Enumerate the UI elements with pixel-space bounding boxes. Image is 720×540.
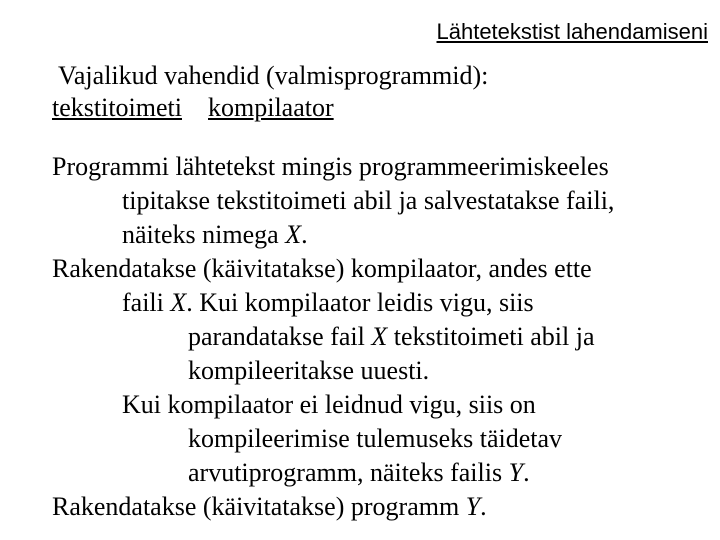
body-line: Rakendatakse (käivitatakse) programm Y.	[52, 492, 487, 521]
body-line: tipitakse tekstitoimeti abil ja salvestatakse faili,	[122, 186, 615, 215]
variable-x: X	[371, 322, 388, 351]
body-line: kompileerimise tulemuseks täidetav	[188, 424, 563, 453]
tool-compiler: kompilaator	[208, 93, 334, 122]
variable-x: X	[170, 288, 187, 317]
body-line: Rakendatakse (käivitatakse) kompilaator, andes ette	[52, 254, 592, 283]
tools-list	[52, 92, 334, 124]
body-line: Kui kompilaator ei leidnud vigu, siis on	[122, 390, 536, 419]
body-line: näiteks nimega X.	[122, 220, 308, 249]
slide-title: Lähtetekstist lahendamiseni	[436, 19, 708, 44]
body-line: parandatakse fail X tekstitoimeti abil ja	[188, 322, 595, 351]
body-line: arvutiprogramm, näiteks failis Y.	[188, 458, 530, 487]
variable-x: X	[285, 220, 302, 249]
variable-y: Y	[465, 492, 481, 521]
tools-heading: Vajalikud vahendid (valmisprogrammid):	[58, 61, 489, 90]
body-line: Programmi lähtetekst mingis programmeerimiskeeles	[52, 152, 609, 181]
body-line: kompileeritakse uuesti.	[188, 356, 430, 385]
body-line: faili X. Kui kompilaator leidis vigu, siis	[122, 288, 534, 317]
tool-text-editor: tekstitoimeti	[52, 93, 182, 122]
variable-y: Y	[508, 458, 524, 487]
